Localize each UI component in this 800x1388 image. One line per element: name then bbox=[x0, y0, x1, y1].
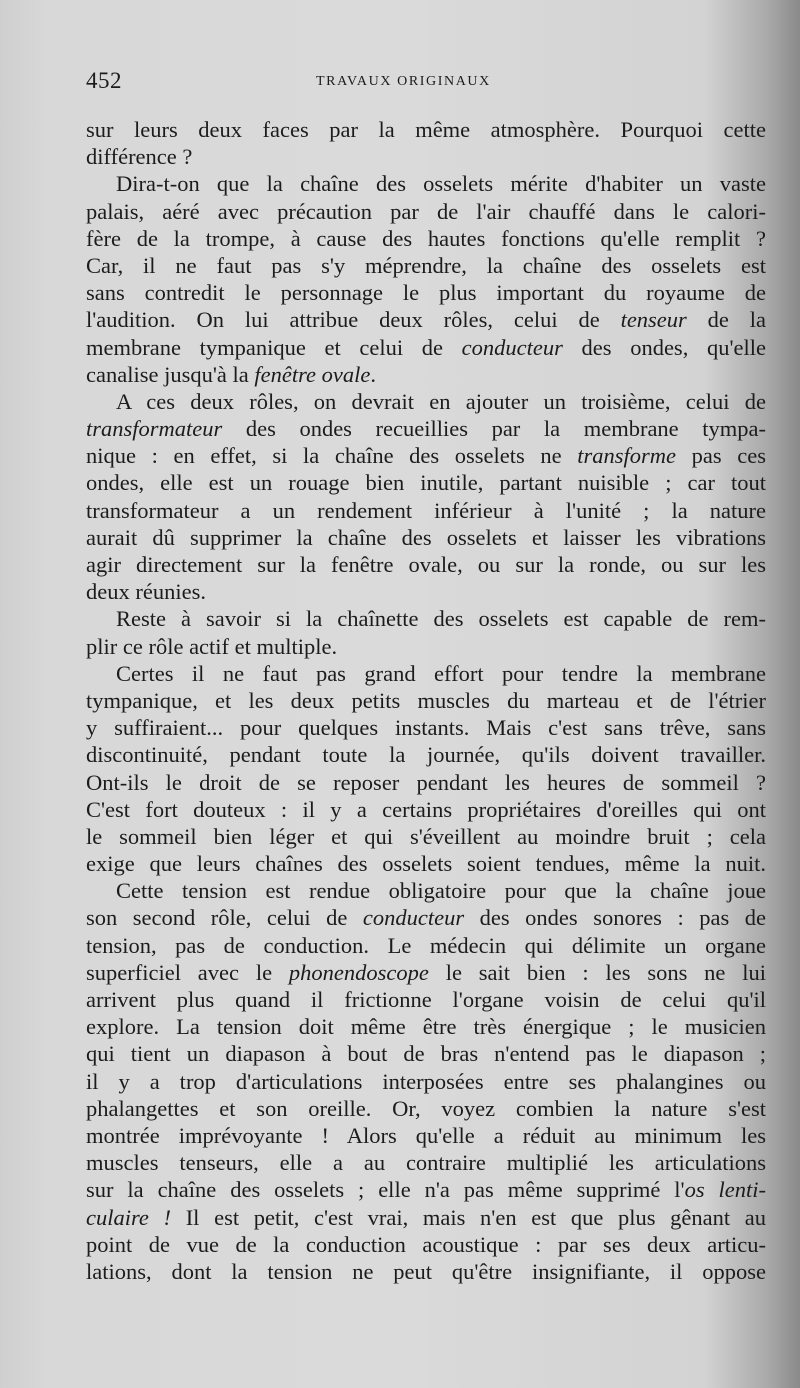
text-segment: des ondes recueillies par la membrane tympa- bbox=[222, 416, 766, 442]
text-line: A ces deux rôles, on devrait en ajouter un troisième, celui de bbox=[116, 388, 766, 414]
text-segment: des ondes, qu'elle bbox=[562, 334, 766, 360]
italic-term: fenêtre ovale bbox=[254, 361, 371, 387]
text-segment: Il est petit, c'est vrai, mais n'en est que plus gênant au bbox=[171, 1204, 767, 1230]
text-line: transformateur a un rendement inférieur à l'unité ; la nature bbox=[86, 497, 766, 523]
text-line bbox=[86, 361, 766, 388]
text-line: C'est fort douteux : il y a certains propriétaires d'oreilles qui ont bbox=[86, 796, 766, 822]
text-segment: des ondes sonores : pas de bbox=[464, 905, 766, 931]
text-line: phalangettes et son oreille. Or, voyez combien la nature s'est bbox=[86, 1095, 766, 1121]
text-segment: pas ces bbox=[676, 443, 766, 469]
text-line: sur leurs deux faces par la même atmosphère. Pourquoi cette bbox=[86, 117, 766, 142]
italic-term: tenseur bbox=[620, 307, 687, 333]
text-line: le sommeil bien léger et qui s'éveillent au moindre bruit ; cela bbox=[86, 823, 766, 849]
text-line: Car, il ne faut pas s'y méprendre, la chaîne des osselets est bbox=[86, 252, 766, 278]
text-line: sans contredit le personnage le plus important du royaume de bbox=[86, 280, 766, 306]
italic-term: transforme bbox=[577, 443, 677, 469]
text-line: discontinuité, pendant toute la journée, qu'ils doivent travailler. bbox=[86, 742, 766, 768]
text-segment: de la bbox=[686, 307, 766, 333]
text-line bbox=[86, 1204, 766, 1231]
text-line bbox=[86, 306, 766, 333]
italic-term: conducteur bbox=[362, 905, 465, 931]
text-line: lations, dont la tension ne peut qu'être insignifiante, il oppose bbox=[86, 1258, 766, 1284]
text-line: Reste à savoir si la chaînette des osselets est capable de rem- bbox=[116, 606, 766, 632]
text-line: aurait dû supprimer la chaîne des osselets et laisser les vibrations bbox=[86, 524, 766, 550]
running-title: TRAVAUX ORIGINAUX bbox=[316, 74, 491, 89]
italic-term: conducteur bbox=[461, 334, 563, 360]
italic-term: culaire ! bbox=[86, 1204, 172, 1230]
text-segment: nique : en effet, si la chaîne des osselets ne bbox=[86, 443, 578, 469]
page-header bbox=[86, 68, 776, 100]
text-line: il y a trop d'articulations interposées entre ses phalangines ou bbox=[86, 1068, 766, 1094]
text-line: arrivent plus quand il frictionne l'organe voisin de celui qu'il bbox=[86, 987, 766, 1012]
text-segment: . bbox=[370, 361, 376, 387]
text-segment: canalise jusqu'à la bbox=[86, 361, 255, 387]
text-line: deux réunies. bbox=[86, 579, 206, 605]
text-segment: sur la chaîne des osselets ; elle n'a pas même supprimé l' bbox=[86, 1177, 685, 1203]
italic-term: transformateur bbox=[86, 416, 223, 442]
text-line: Cette tension est rendue obligatoire pour que la chaîne joue bbox=[116, 878, 766, 904]
text-line bbox=[86, 415, 766, 442]
page-number: 452 bbox=[86, 68, 122, 93]
text-segment: son second rôle, celui de bbox=[86, 905, 363, 931]
text-line: montrée imprévoyante ! Alors qu'elle a réduit au minimum les bbox=[86, 1122, 766, 1148]
text-segment: le sait bien : les sons ne lui bbox=[428, 959, 767, 985]
text-line bbox=[86, 959, 766, 986]
text-line: tension, pas de conduction. Le médecin qui délimite un organe bbox=[86, 932, 766, 958]
text-line: exige que leurs chaînes des osselets soient tendues, même la nuit. bbox=[86, 851, 766, 877]
text-line: différence ? bbox=[86, 144, 193, 170]
italic-term: os lenti- bbox=[684, 1177, 766, 1203]
text-line: muscles tenseurs, elle a au contraire multiplié les articulations bbox=[86, 1150, 766, 1176]
text-line: y suffiraient... pour quelques instants. Mais c'est sans trêve, sans bbox=[86, 715, 766, 741]
text-line: plir ce rôle actif et multiple. bbox=[86, 633, 338, 659]
text-line: explore. La tension doit même être très énergique ; le musicien bbox=[86, 1014, 766, 1040]
text-line: palais, aéré avec précaution par de l'air chauffé dans le calori- bbox=[86, 198, 766, 224]
text-line: tympanique, et les deux petits muscles du marteau et de l'étrier bbox=[86, 687, 766, 713]
text-line bbox=[86, 334, 766, 361]
text-segment: l'audition. On lui attribue deux rôles, celui de bbox=[86, 307, 621, 333]
text-line: ondes, elle est un rouage bien inutile, partant nuisible ; car tout bbox=[86, 470, 766, 496]
text-line bbox=[86, 442, 766, 469]
italic-term: phonendoscope bbox=[288, 959, 429, 985]
text-line: Dira-t-on que la chaîne des osselets mérite d'habiter un vaste bbox=[116, 171, 766, 197]
text-segment: superficiel avec le bbox=[86, 959, 289, 985]
text-line bbox=[86, 904, 766, 931]
text-line bbox=[86, 1176, 766, 1203]
text-segment: membrane tympanique et celui de bbox=[86, 334, 462, 360]
text-line: agir directement sur la fenêtre ovale, ou sur la ronde, ou sur les bbox=[86, 552, 766, 577]
text-line: point de vue de la conduction acoustique : par ses deux articu- bbox=[86, 1231, 766, 1257]
text-line: qui tient un diapason à bout de bras n'entend pas le diapason ; bbox=[86, 1041, 766, 1067]
text-line: Certes il ne faut pas grand effort pour tendre la membrane bbox=[116, 660, 766, 686]
text-line: fère de la trompe, à cause des hautes fonctions qu'elle remplit ? bbox=[86, 225, 766, 251]
text-line: Ont-ils le droit de se reposer pendant les heures de sommeil ? bbox=[86, 769, 766, 795]
body-text bbox=[86, 116, 766, 1285]
